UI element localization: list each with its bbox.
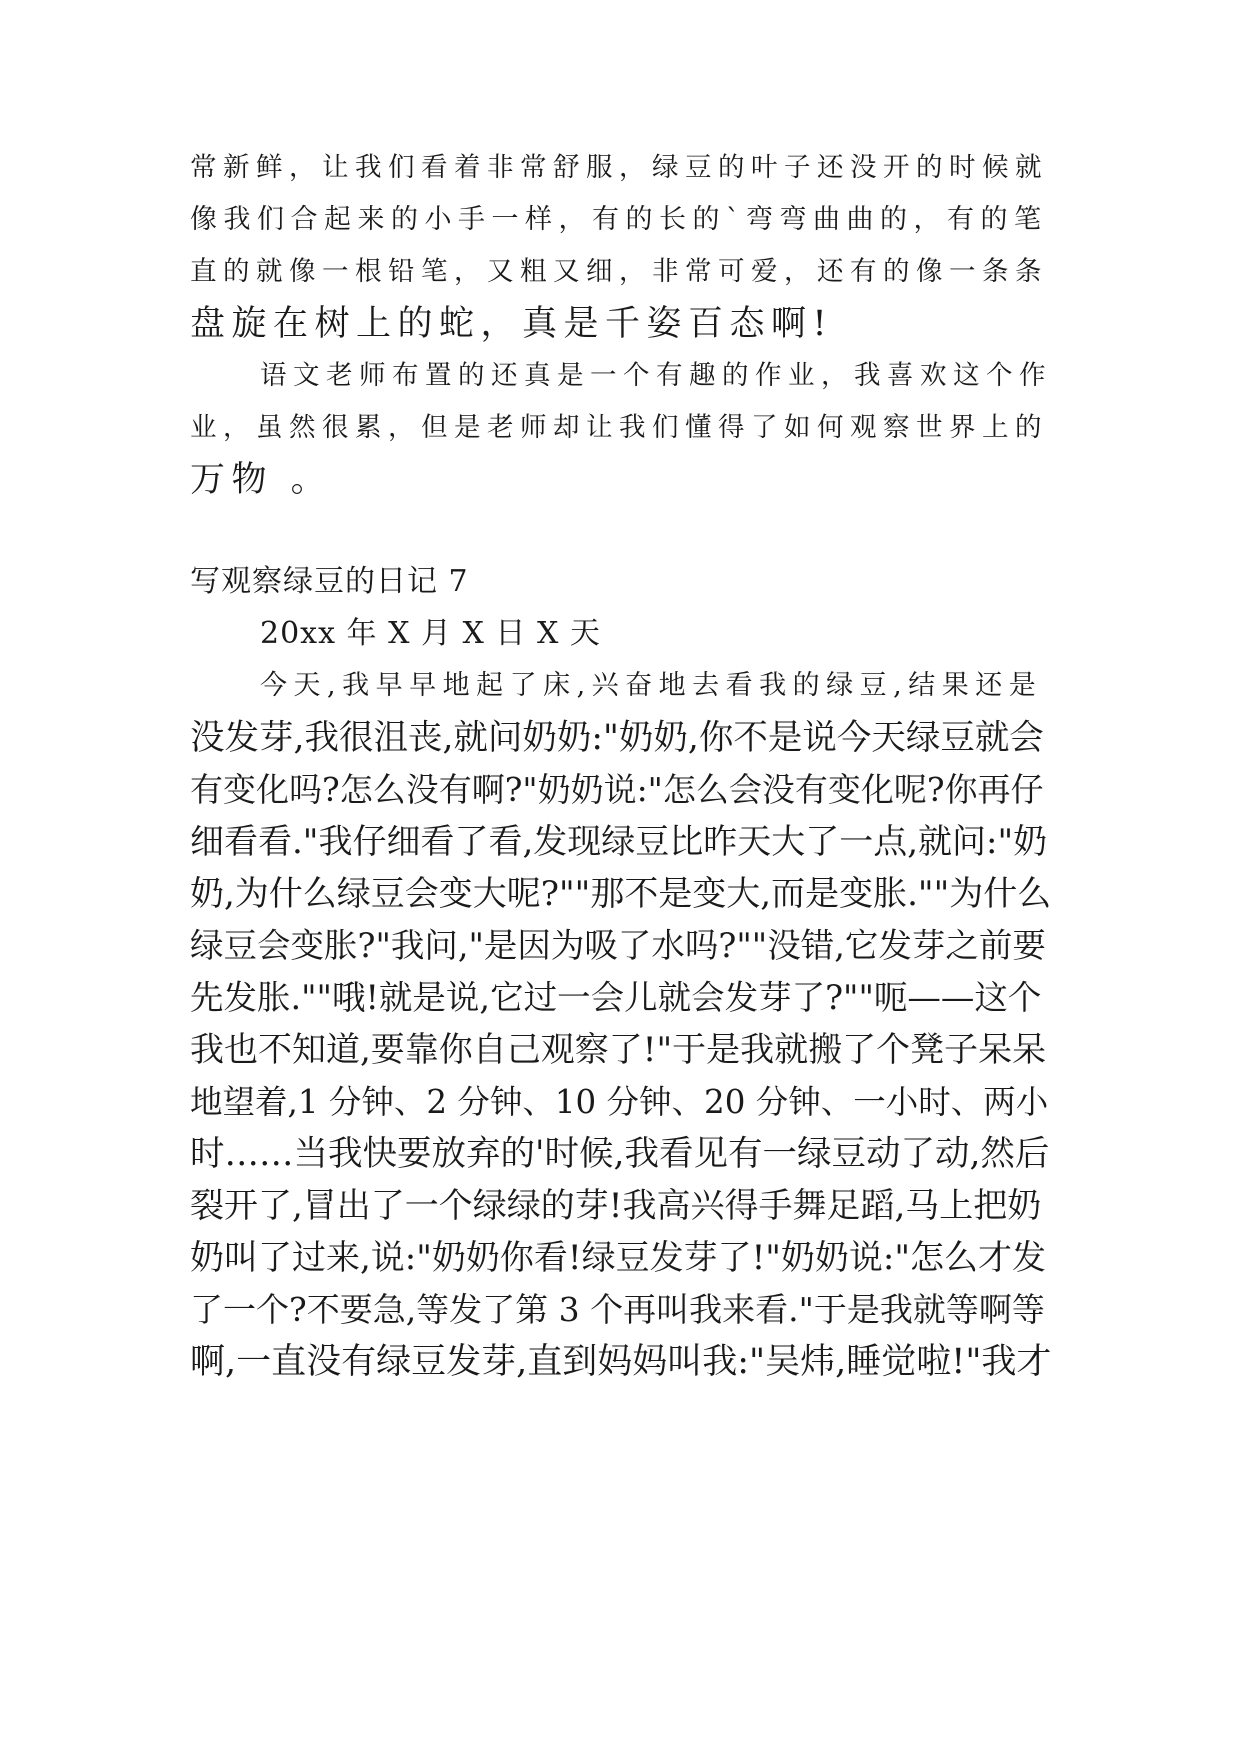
paragraph-line: 了一个?不要急,等发了第 3 个再叫我来看."于是我就等啊等 (190, 1290, 1045, 1329)
paragraph-line: 地望着,1 分钟、2 分钟、10 分钟、20 分钟、一小时、两小 (190, 1083, 1049, 1121)
paragraph-line: 盘旋在树上的蛇，真是千姿百态啊! (190, 304, 834, 344)
paragraph-line: 奶,为什么绿豆会变大呢?""那不是变大,而是变胀.""为什么 (190, 874, 1052, 914)
date-line: 20xx 年 X 月 X 日 X 天 (260, 616, 601, 651)
paragraph-line: 先发胀.""哦!就是说,它过一会儿就会发芽了?""呃——这个 (190, 978, 1042, 1017)
paragraph-line: 今天,我早早地起了床,兴奋地去看我的绿豆,结果还是 (260, 670, 1043, 701)
paragraph-line: 直的就像一根铅笔，又粗又细，非常可爱，还有的像一条条 (190, 256, 1048, 287)
paragraph-line: 裂开了,冒出了一个绿绿的芽!我高兴得手舞足蹈,马上把奶 (190, 1186, 1042, 1226)
paragraph-line: 万物 。 (190, 460, 333, 500)
paragraph-line: 有变化吗?怎么没有啊?"奶奶说:"怎么会没有变化呢?你再仔 (190, 770, 1044, 809)
paragraph-line: 我也不知道,要靠你自己观察了!"于是我就搬了个凳子呆呆 (190, 1030, 1047, 1070)
paragraph-line: 啊,一直没有绿豆发芽,直到妈妈叫我:"吴炜,睡觉啦!"我才 (190, 1342, 1052, 1382)
paragraph-line: 时……当我快要放弃的'时候,我看见有一绿豆动了动,然后 (190, 1134, 1050, 1174)
paragraph-line: 常新鲜，让我们看着非常舒服，绿豆的叶子还没开的时候就 (190, 152, 1048, 183)
section-title: 写观察绿豆的日记 7 (190, 564, 469, 599)
document-page (190, 0, 1052, 1754)
paragraph-line: 没发芽,我很沮丧,就问奶奶:"奶奶,你不是说今天绿豆就会 (190, 718, 1044, 758)
paragraph-line: 语文老师布置的还真是一个有趣的作业，我喜欢这个作 (260, 360, 1052, 391)
paragraph-line: 绿豆会变胀?"我问,"是因为吸了水吗?""没错,它发芽之前要 (190, 926, 1046, 965)
paragraph-line: 细看看."我仔细看了看,发现绿豆比昨天大了一点,就问:"奶 (190, 822, 1048, 862)
paragraph-line: 业，虽然很累，但是老师却让我们懂得了如何观察世界上的 (190, 412, 1048, 443)
paragraph-line: 像我们合起来的小手一样，有的长的`弯弯曲曲的，有的笔 (190, 204, 1048, 235)
paragraph-line: 奶叫了过来,说:"奶奶你看!绿豆发芽了!"奶奶说:"怎么才发 (190, 1238, 1046, 1278)
